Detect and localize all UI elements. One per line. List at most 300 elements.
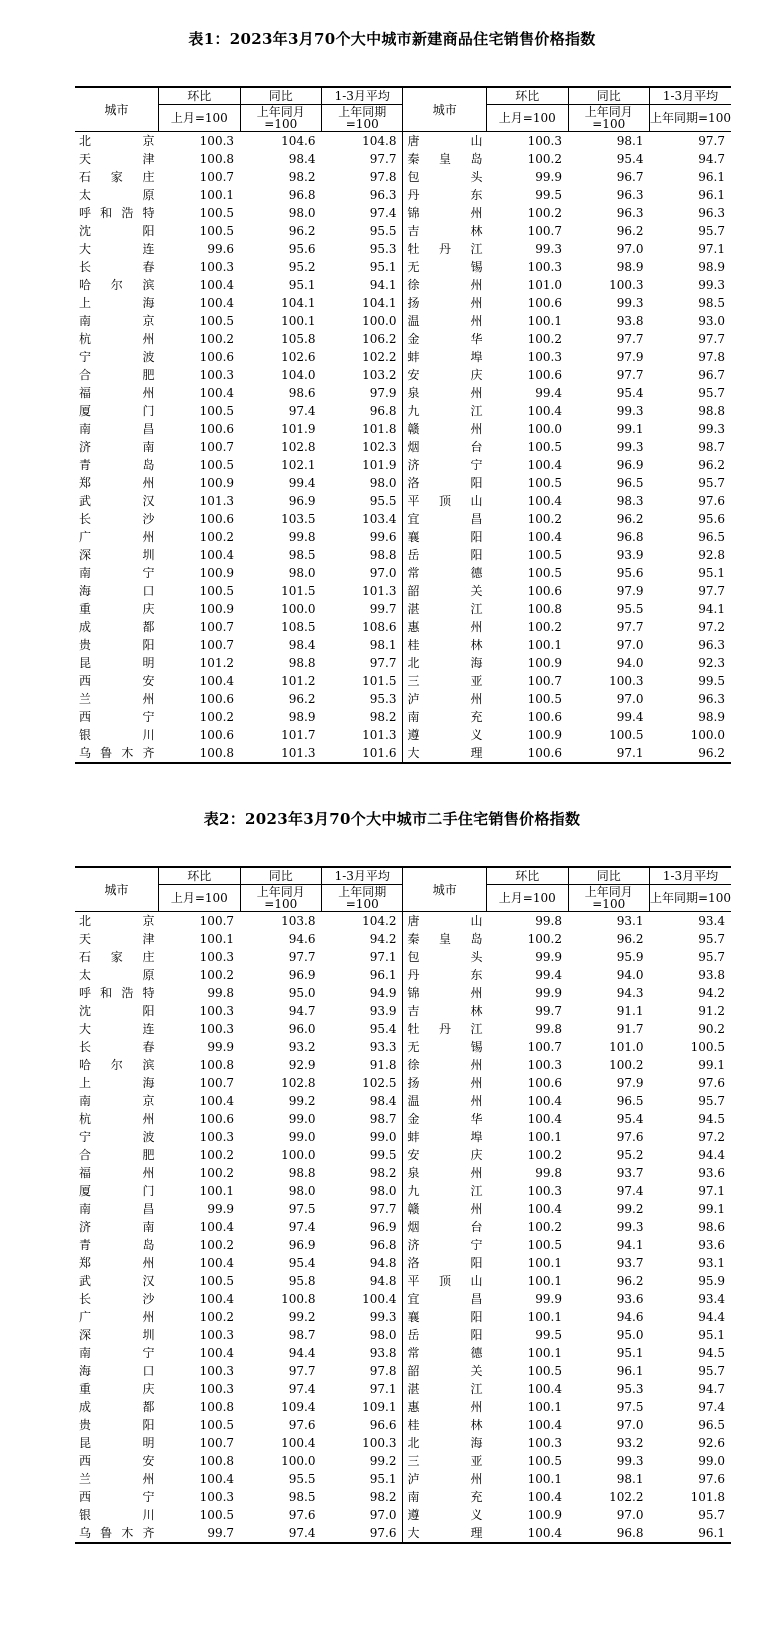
city-header: 城市 bbox=[75, 87, 159, 132]
table-row bbox=[75, 1344, 731, 1362]
yoy-value: 94.0 bbox=[616, 968, 644, 982]
city-cell bbox=[75, 474, 159, 492]
city-name: 郑 州 bbox=[79, 1256, 155, 1270]
city-name: 北 海 bbox=[407, 656, 483, 670]
city-name: 沈 阳 bbox=[79, 224, 155, 238]
yoy-value: 97.0 bbox=[616, 1508, 644, 1522]
city-name: 昆 明 bbox=[79, 656, 155, 670]
yoy-header: 同比 bbox=[240, 87, 321, 105]
mom-value: 100.9 bbox=[199, 476, 235, 490]
avg-value: 95.3 bbox=[369, 692, 397, 706]
yoy-value: 96.2 bbox=[616, 1274, 644, 1288]
mom-value: 100.3 bbox=[527, 1058, 562, 1072]
avg-value: 98.2 bbox=[369, 710, 397, 724]
city-name: 九 江 bbox=[407, 404, 483, 418]
city-name: 常 德 bbox=[407, 1346, 483, 1360]
mom-value: 100.7 bbox=[199, 1076, 235, 1090]
city-name: 徐 州 bbox=[407, 1058, 483, 1072]
city-cell bbox=[75, 948, 159, 966]
city-cell bbox=[75, 1362, 159, 1380]
yoy-value: 98.7 bbox=[288, 1328, 316, 1342]
yoy-value: 99.3 bbox=[616, 1220, 644, 1234]
avg-value: 95.7 bbox=[698, 1094, 725, 1108]
mom-value: 100.7 bbox=[199, 914, 235, 928]
city-name: 大 连 bbox=[79, 242, 155, 256]
city-name: 泸 州 bbox=[407, 692, 483, 706]
mom-value: 100.7 bbox=[199, 638, 235, 652]
city-name: 哈尔滨 bbox=[79, 1058, 155, 1072]
mom-value: 100.4 bbox=[199, 1346, 235, 1360]
city-cell bbox=[403, 186, 487, 204]
avg-value: 101.3 bbox=[362, 728, 397, 742]
mom-value: 100.8 bbox=[199, 1400, 235, 1414]
city-cell bbox=[403, 1038, 487, 1056]
avg-value: 94.7 bbox=[698, 152, 725, 166]
table-row bbox=[75, 690, 731, 708]
city-cell bbox=[75, 366, 159, 384]
city-cell bbox=[403, 348, 487, 366]
city-cell bbox=[403, 600, 487, 618]
table-row bbox=[75, 654, 731, 672]
city-name: 温 州 bbox=[407, 1094, 483, 1108]
city-cell bbox=[403, 1254, 487, 1272]
mom-value: 100.7 bbox=[527, 1040, 562, 1054]
mom-value: 100.8 bbox=[199, 1454, 235, 1468]
mom-value: 100.2 bbox=[199, 1148, 235, 1162]
yoy-value: 97.5 bbox=[288, 1202, 316, 1216]
avg-value: 97.7 bbox=[369, 152, 397, 166]
city-name: 洛 阳 bbox=[407, 476, 483, 490]
table-row bbox=[75, 636, 731, 654]
city-cell bbox=[75, 1182, 159, 1200]
city-name: 深 圳 bbox=[79, 548, 155, 562]
avg-value: 97.1 bbox=[369, 950, 397, 964]
mom-value: 100.3 bbox=[199, 1130, 235, 1144]
mom-value: 100.6 bbox=[199, 422, 235, 436]
yoy-value: 101.0 bbox=[609, 1040, 644, 1054]
avg-value: 101.9 bbox=[362, 458, 397, 472]
yoy-value: 97.4 bbox=[288, 404, 316, 418]
city-cell bbox=[403, 276, 487, 294]
city-name: 大 连 bbox=[79, 1022, 155, 1036]
avg-value: 94.2 bbox=[369, 932, 397, 946]
city-cell bbox=[403, 1308, 487, 1326]
avg-value: 97.1 bbox=[369, 1382, 397, 1396]
yoy-value: 95.1 bbox=[616, 1346, 644, 1360]
city-name: 安 庆 bbox=[407, 1148, 483, 1162]
mom-value: 100.7 bbox=[199, 1436, 235, 1450]
city-cell bbox=[403, 492, 487, 510]
city-cell bbox=[403, 330, 487, 348]
city-cell bbox=[403, 1236, 487, 1254]
table-row bbox=[75, 492, 731, 510]
yoy-value: 96.0 bbox=[288, 1022, 316, 1036]
city-name: 南 宁 bbox=[79, 1346, 155, 1360]
yoy-value: 96.5 bbox=[616, 476, 644, 490]
yoy-value: 97.4 bbox=[616, 1184, 644, 1198]
mom-value: 100.6 bbox=[199, 1112, 235, 1126]
city-cell bbox=[403, 546, 487, 564]
avg-value: 97.7 bbox=[698, 134, 725, 148]
yoy-value: 93.8 bbox=[616, 314, 644, 328]
city-cell bbox=[403, 1218, 487, 1236]
yoy-value: 97.5 bbox=[616, 1400, 644, 1414]
avg-value: 99.5 bbox=[698, 674, 725, 688]
mom-value: 100.3 bbox=[199, 1490, 235, 1504]
yoy-value: 100.3 bbox=[609, 674, 644, 688]
mom-value: 100.5 bbox=[199, 1274, 235, 1288]
yoy-value: 94.7 bbox=[288, 1004, 316, 1018]
city-cell bbox=[403, 1092, 487, 1110]
avg-header: 1-3月平均 bbox=[649, 87, 731, 105]
city-name: 南 昌 bbox=[79, 1202, 155, 1216]
mom-value: 100.1 bbox=[527, 1400, 562, 1414]
yoy-value: 99.4 bbox=[616, 710, 644, 724]
table-row bbox=[75, 294, 731, 312]
table-row bbox=[75, 582, 731, 600]
city-cell bbox=[75, 564, 159, 582]
mom-value: 99.9 bbox=[535, 986, 562, 1000]
table-row bbox=[75, 222, 731, 240]
city-name: 天 津 bbox=[79, 932, 155, 946]
city-cell bbox=[75, 1218, 159, 1236]
yoy-base-header: 上年同月=100 bbox=[568, 885, 649, 912]
yoy-value: 94.6 bbox=[288, 932, 316, 946]
avg-value: 102.5 bbox=[362, 1076, 397, 1090]
avg-value: 97.2 bbox=[698, 620, 725, 634]
avg-value: 95.1 bbox=[369, 1472, 397, 1486]
mom-value: 100.2 bbox=[199, 1166, 235, 1180]
avg-value: 97.6 bbox=[698, 494, 725, 508]
avg-header: 1-3月平均 bbox=[649, 867, 731, 885]
avg-value: 101.8 bbox=[362, 422, 397, 436]
city-cell bbox=[403, 1182, 487, 1200]
yoy-value: 104.6 bbox=[281, 134, 316, 148]
mom-value: 100.5 bbox=[527, 440, 562, 454]
avg-value: 101.8 bbox=[690, 1490, 725, 1504]
avg-value: 94.4 bbox=[698, 1148, 725, 1162]
avg-value: 98.5 bbox=[698, 296, 725, 310]
mom-value: 100.5 bbox=[527, 692, 562, 706]
city-cell bbox=[403, 132, 487, 151]
mom-value: 99.7 bbox=[159, 1524, 240, 1543]
city-name: 福 州 bbox=[79, 386, 155, 400]
table-row bbox=[75, 510, 731, 528]
yoy-value: 108.5 bbox=[281, 620, 316, 634]
city-name: 长 春 bbox=[79, 260, 155, 274]
mom-value: 99.3 bbox=[535, 242, 562, 256]
avg-value: 98.8 bbox=[698, 404, 725, 418]
city-cell bbox=[403, 528, 487, 546]
yoy-value: 98.5 bbox=[288, 548, 316, 562]
yoy-value: 101.5 bbox=[281, 584, 316, 598]
city-cell bbox=[403, 240, 487, 258]
yoy-value: 97.9 bbox=[616, 584, 644, 598]
yoy-value: 101.9 bbox=[281, 422, 316, 436]
mom-value: 100.3 bbox=[199, 1022, 235, 1036]
yoy-value: 103.5 bbox=[281, 512, 316, 526]
city-name: 银 川 bbox=[79, 728, 155, 742]
city-cell bbox=[403, 1470, 487, 1488]
avg-value: 94.1 bbox=[698, 602, 725, 616]
city-name: 唐 山 bbox=[407, 914, 483, 928]
avg-value: 97.7 bbox=[698, 584, 725, 598]
city-name: 福 州 bbox=[79, 1166, 155, 1180]
yoy-value: 95.4 bbox=[288, 1256, 316, 1270]
avg-value: 95.7 bbox=[698, 1508, 725, 1522]
city-cell bbox=[75, 1254, 159, 1272]
avg-value: 97.7 bbox=[698, 332, 725, 346]
mom-value: 100.6 bbox=[527, 368, 562, 382]
mom-value: 100.4 bbox=[199, 1220, 235, 1234]
mom-value: 100.8 bbox=[199, 152, 235, 166]
city-cell bbox=[403, 1290, 487, 1308]
city-cell bbox=[75, 1020, 159, 1038]
yoy-value: 97.7 bbox=[288, 950, 316, 964]
avg-value: 98.9 bbox=[698, 260, 725, 274]
yoy-value: 98.8 bbox=[288, 656, 316, 670]
yoy-value: 96.9 bbox=[288, 494, 316, 508]
city-name: 襄 阳 bbox=[407, 1310, 483, 1324]
city-cell bbox=[75, 726, 159, 744]
city-name: 天 津 bbox=[79, 152, 155, 166]
avg-value: 98.0 bbox=[369, 476, 397, 490]
avg-value: 97.4 bbox=[369, 206, 397, 220]
yoy-value: 98.1 bbox=[616, 134, 644, 148]
avg-value: 94.9 bbox=[369, 986, 397, 1000]
city-cell bbox=[75, 1326, 159, 1344]
mom-value: 100.1 bbox=[199, 188, 235, 202]
avg-value: 92.6 bbox=[698, 1436, 725, 1450]
mom-value: 100.4 bbox=[199, 1472, 235, 1486]
table-row bbox=[75, 456, 731, 474]
city-name: 北 京 bbox=[79, 914, 155, 928]
city-name: 昆 明 bbox=[79, 1436, 155, 1450]
city-cell bbox=[75, 456, 159, 474]
mom-value: 99.8 bbox=[207, 986, 235, 1000]
mom-value: 100.3 bbox=[527, 1436, 562, 1450]
yoy-header: 同比 bbox=[568, 867, 649, 885]
table-row bbox=[75, 1308, 731, 1326]
yoy-value: 102.8 bbox=[281, 440, 316, 454]
table-row bbox=[75, 384, 731, 402]
mom-value: 100.4 bbox=[199, 1256, 235, 1270]
avg-value: 98.6 bbox=[698, 1220, 725, 1234]
yoy-value: 99.3 bbox=[616, 404, 644, 418]
city-name: 桂 林 bbox=[407, 1418, 483, 1432]
mom-header: 环比 bbox=[487, 867, 568, 885]
city-cell bbox=[403, 1434, 487, 1452]
table-row bbox=[75, 186, 731, 204]
city-cell bbox=[403, 1524, 487, 1543]
mom-value: 101.3 bbox=[199, 494, 235, 508]
city-cell bbox=[403, 474, 487, 492]
avg-value: 99.1 bbox=[698, 1058, 725, 1072]
city-cell bbox=[403, 402, 487, 420]
yoy-value: 97.9 bbox=[616, 1076, 644, 1090]
mom-value: 100.3 bbox=[199, 260, 235, 274]
city-cell bbox=[403, 654, 487, 672]
city-cell bbox=[75, 294, 159, 312]
yoy-value: 93.9 bbox=[616, 548, 644, 562]
city-name: 兰 州 bbox=[79, 1472, 155, 1486]
table-row bbox=[75, 1326, 731, 1344]
city-name: 烟 台 bbox=[407, 440, 483, 454]
table-row bbox=[75, 600, 731, 618]
yoy-value: 93.7 bbox=[616, 1166, 644, 1180]
mom-header: 环比 bbox=[487, 87, 568, 105]
table-row bbox=[75, 930, 731, 948]
yoy-value: 98.4 bbox=[288, 152, 316, 166]
avg-value: 92.3 bbox=[698, 656, 725, 670]
yoy-value: 98.3 bbox=[616, 494, 644, 508]
table-row bbox=[75, 1236, 731, 1254]
mom-value: 100.6 bbox=[527, 296, 562, 310]
table-row bbox=[75, 330, 731, 348]
city-name: 西 宁 bbox=[79, 1490, 155, 1504]
city-name: 贵 阳 bbox=[79, 1418, 155, 1432]
city-name: 包 头 bbox=[407, 950, 483, 964]
avg-value: 97.8 bbox=[369, 170, 397, 184]
avg-value: 97.6 bbox=[698, 1472, 725, 1486]
avg-value: 99.3 bbox=[698, 278, 725, 292]
city-cell bbox=[403, 420, 487, 438]
city-header: 城市 bbox=[403, 867, 487, 912]
avg-value: 98.1 bbox=[369, 638, 397, 652]
yoy-value: 97.9 bbox=[616, 350, 644, 364]
table-row bbox=[75, 258, 731, 276]
mom-value: 100.1 bbox=[527, 314, 562, 328]
yoy-value: 95.9 bbox=[616, 950, 644, 964]
table-row bbox=[75, 966, 731, 984]
city-cell bbox=[75, 1236, 159, 1254]
mom-value: 100.5 bbox=[527, 476, 562, 490]
city-cell bbox=[403, 294, 487, 312]
table-row bbox=[75, 1254, 731, 1272]
city-cell bbox=[75, 528, 159, 546]
city-name: 襄 阳 bbox=[407, 530, 483, 544]
yoy-value: 102.8 bbox=[281, 1076, 316, 1090]
avg-value: 96.9 bbox=[369, 1220, 397, 1234]
avg-value: 93.0 bbox=[698, 314, 725, 328]
table-row bbox=[75, 276, 731, 294]
table1-body bbox=[75, 132, 731, 764]
avg-value: 96.8 bbox=[369, 404, 397, 418]
table-row bbox=[75, 744, 731, 763]
yoy-value: 95.2 bbox=[288, 260, 316, 274]
mom-value: 101.0 bbox=[527, 278, 562, 292]
mom-value: 100.2 bbox=[199, 968, 235, 982]
avg-value: 99.0 bbox=[698, 1454, 725, 1468]
table-row bbox=[75, 564, 731, 582]
mom-value: 100.2 bbox=[527, 1220, 562, 1234]
yoy-value: 101.7 bbox=[281, 728, 316, 742]
mom-value: 100.1 bbox=[199, 1184, 235, 1198]
city-name: 兰 州 bbox=[79, 692, 155, 706]
table2-body bbox=[75, 912, 731, 1544]
mom-value: 100.6 bbox=[527, 584, 562, 598]
yoy-value: 95.2 bbox=[616, 1148, 644, 1162]
city-cell bbox=[75, 402, 159, 420]
table-row bbox=[75, 708, 731, 726]
table-row bbox=[75, 912, 731, 931]
table-row bbox=[75, 1452, 731, 1470]
city-name: 惠 州 bbox=[407, 620, 483, 634]
mom-value: 100.6 bbox=[487, 744, 568, 763]
city-name: 吉 林 bbox=[407, 1004, 483, 1018]
avg-value: 97.8 bbox=[698, 350, 725, 364]
city-cell bbox=[403, 456, 487, 474]
yoy-value: 100.4 bbox=[281, 1436, 316, 1450]
city-name: 扬 州 bbox=[407, 1076, 483, 1090]
avg-value: 100.4 bbox=[362, 1292, 397, 1306]
table-row bbox=[75, 1218, 731, 1236]
city-cell bbox=[75, 492, 159, 510]
yoy-value: 96.2 bbox=[616, 932, 644, 946]
city-cell bbox=[75, 1524, 159, 1543]
yoy-header: 同比 bbox=[568, 87, 649, 105]
city-cell bbox=[403, 150, 487, 168]
table-row bbox=[75, 1200, 731, 1218]
yoy-value: 97.4 bbox=[288, 1220, 316, 1234]
city-name: 深 圳 bbox=[79, 1328, 155, 1342]
avg-base-header: 上年同期=100 bbox=[649, 105, 731, 132]
avg-value: 104.2 bbox=[362, 914, 397, 928]
city-name: 哈尔滨 bbox=[79, 278, 155, 292]
city-cell bbox=[75, 132, 159, 151]
city-name: 宜 昌 bbox=[407, 1292, 483, 1306]
mom-value: 100.3 bbox=[199, 368, 235, 382]
city-name: 湛 江 bbox=[407, 602, 483, 616]
city-name: 惠 州 bbox=[407, 1400, 483, 1414]
mom-value: 99.5 bbox=[535, 1328, 562, 1342]
avg-value: 99.5 bbox=[369, 1148, 397, 1162]
city-cell bbox=[75, 312, 159, 330]
avg-value: 97.0 bbox=[369, 1508, 397, 1522]
city-name: 厦 门 bbox=[79, 1184, 155, 1198]
city-cell bbox=[75, 654, 159, 672]
mom-value: 99.4 bbox=[535, 386, 562, 400]
avg-value: 96.1 bbox=[698, 170, 725, 184]
city-cell bbox=[403, 930, 487, 948]
avg-value: 101.3 bbox=[362, 584, 397, 598]
table-row bbox=[75, 474, 731, 492]
mom-value: 100.4 bbox=[527, 1382, 562, 1396]
yoy-value: 99.2 bbox=[288, 1310, 316, 1324]
yoy-value: 96.8 bbox=[616, 530, 644, 544]
yoy-value: 96.8 bbox=[288, 188, 316, 202]
mom-value: 100.3 bbox=[527, 350, 562, 364]
yoy-value: 93.6 bbox=[616, 1292, 644, 1306]
table-row bbox=[75, 1416, 731, 1434]
mom-value: 100.5 bbox=[199, 314, 235, 328]
city-name: 西 安 bbox=[79, 1454, 155, 1468]
avg-value: 99.2 bbox=[369, 1454, 397, 1468]
mom-value: 99.8 bbox=[535, 1022, 562, 1036]
city-name: 上 海 bbox=[79, 296, 155, 310]
avg-value: 94.8 bbox=[369, 1256, 397, 1270]
mom-value: 100.0 bbox=[527, 422, 562, 436]
city-name: 呼和浩特 bbox=[79, 206, 155, 220]
city-name: 石家庄 bbox=[79, 170, 155, 184]
table-row bbox=[75, 1038, 731, 1056]
city-cell bbox=[75, 1092, 159, 1110]
city-name: 上 海 bbox=[79, 1076, 155, 1090]
mom-value: 100.2 bbox=[199, 1238, 235, 1252]
mom-header: 环比 bbox=[159, 867, 240, 885]
mom-value: 100.2 bbox=[199, 530, 235, 544]
mom-value: 99.4 bbox=[535, 968, 562, 982]
